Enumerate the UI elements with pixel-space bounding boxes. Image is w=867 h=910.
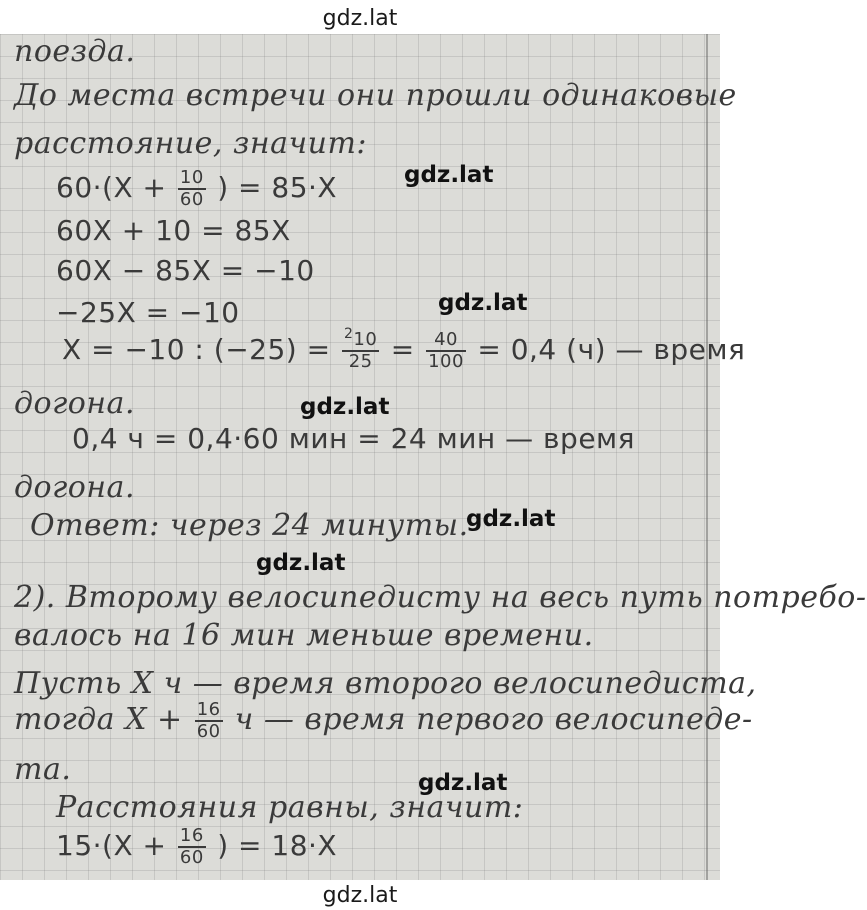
reduction-factor: 2: [343, 326, 354, 342]
notebook-page: [0, 34, 867, 880]
watermark: gdz.lat: [466, 506, 556, 532]
fraction-denominator: 60: [179, 847, 204, 868]
fraction-numerator: 16: [179, 825, 204, 846]
fraction-16-60: [195, 700, 223, 742]
equation-5-left: X = −10 : (−25) =: [62, 333, 331, 366]
fraction-numerator: [342, 326, 379, 352]
equation-1: [56, 168, 337, 210]
fraction-denominator: 60: [196, 721, 221, 742]
equation-7-right: ) = 18·X: [217, 829, 338, 862]
equation-2: 60X + 10 = 85X: [56, 214, 291, 247]
fraction-10-60: [178, 168, 206, 210]
equation-7-left: 15·(X +: [56, 829, 167, 862]
watermark: gdz.lat: [256, 550, 346, 576]
equation-3: 60X − 85X = −10: [56, 254, 315, 287]
text-line-3: расстояние, значит:: [14, 126, 368, 161]
fraction-denominator: 25: [348, 351, 373, 372]
text-line-17: та.: [14, 752, 72, 787]
equation-1-right: ) = 85·X: [217, 171, 338, 204]
text-line-16-right: ч — время первого велосипеде-: [234, 702, 753, 737]
equation-5: [62, 326, 746, 372]
watermark: gdz.lat: [438, 290, 528, 316]
text-line-14: валось на 16 мин меньше времени.: [14, 618, 594, 653]
text-line-2: До места встречи они прошли одинаковые: [14, 78, 737, 113]
equation-4: −25X = −10: [56, 296, 240, 329]
site-header: gdz.lat: [322, 6, 398, 31]
text-line-16: [14, 700, 753, 742]
fraction-numerator: 16: [196, 699, 221, 720]
fraction-denominator: 60: [179, 189, 204, 210]
equation-1-left: 60·(X +: [56, 171, 167, 204]
equals-sign: =: [390, 333, 415, 366]
text-line-1: поезда.: [14, 34, 136, 69]
margin-line: [706, 34, 708, 880]
fraction-16-60-b: [178, 826, 206, 868]
text-line-11: догона.: [14, 470, 135, 505]
text-line-18: Расстояния равны, значит:: [56, 790, 524, 825]
watermark: gdz.lat: [418, 770, 508, 796]
equation-5-right: = 0,4 (ч) — время: [477, 333, 746, 366]
answer-line: Ответ: через 24 минуты.: [30, 508, 469, 543]
text-line-16-left: тогда X +: [14, 702, 183, 737]
text-line-13: 2). Второму велосипедисту на весь путь потребо-: [14, 580, 867, 615]
numerator-value: 10: [353, 329, 378, 350]
watermark: gdz.lat: [300, 394, 390, 420]
watermark: gdz.lat: [404, 162, 494, 188]
fraction-denominator: 100: [428, 351, 464, 372]
fraction-10-25: [342, 326, 379, 372]
text-line-9: догона.: [14, 386, 135, 421]
fraction-numerator: 10: [179, 167, 204, 188]
text-line-15: Пусть X ч — время второго велосипедиста,: [14, 666, 757, 701]
site-footer: gdz.lat: [322, 883, 398, 908]
equation-6: 0,4 ч = 0,4·60 мин = 24 мин — время: [72, 422, 636, 455]
equation-7: [56, 826, 337, 868]
fraction-40-100: [426, 330, 466, 372]
fraction-numerator: 40: [426, 330, 466, 352]
